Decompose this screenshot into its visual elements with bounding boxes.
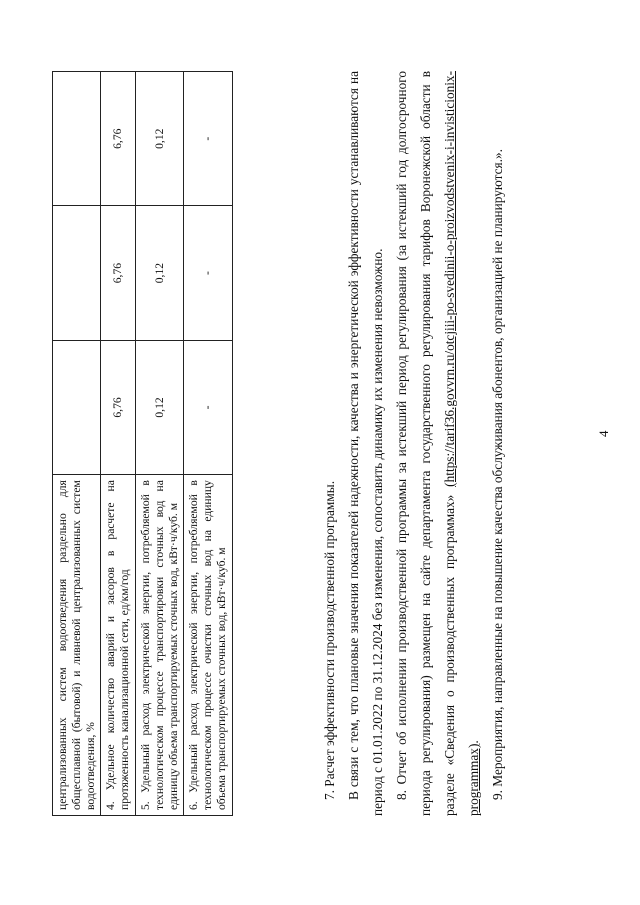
page-number: 4 (596, 430, 611, 437)
indicator-description: 6. Удельный расход электрической энергии, потребляемой в технологическом процессе очистки сточных вод на единицу объема транспортируемых сточных вод, кВт·ч/куб. м (184, 475, 232, 816)
indicator-value (53, 206, 101, 340)
indicators-table (52, 71, 233, 816)
indicator-description: 5. Удельный расход электрической энергии, потребляемой в технологическом процессе транспортировки сточных вод на единицу объема транспортируемых сточных вод, кВт·ч/куб. м (135, 475, 183, 816)
indicator-description: 4. Удельное количество аварий и засоров в расчете на протяженность канализационной сети, ед/км/год (101, 475, 136, 816)
indicator-value (53, 72, 101, 206)
table-row (135, 72, 183, 816)
indicator-value: - (184, 72, 232, 206)
section-9-paragraph: 9. Мероприятия, направленные на повышение качества обслуживания абонентов, организацией не планируются.». (490, 149, 505, 800)
body-text (318, 71, 510, 816)
table-row (101, 72, 136, 816)
section-8-tail: . (466, 740, 481, 744)
table-row (184, 72, 232, 816)
tariff-website-link[interactable]: (https://tarif36.govvrn.ru/otcjiii-po-svedinii-o-proizvodstvenix-i-invisticionix-programmax) (442, 70, 481, 816)
indicator-description: централизованных систем водоотведения раздельно для общесплавной (бытовой) и ливневой централизованных систем водоотведения, % (53, 475, 101, 816)
table-row (53, 72, 101, 816)
indicator-value (53, 340, 101, 474)
indicator-value: 6,76 (101, 72, 136, 206)
indicator-value: 0,12 (135, 206, 183, 340)
indicator-value: 6,76 (101, 340, 136, 474)
indicator-value: 6,76 (101, 206, 136, 340)
indicator-value: - (184, 206, 232, 340)
indicator-value: 0,12 (135, 340, 183, 474)
indicator-value: - (184, 340, 232, 474)
section-8-paragraph (390, 71, 486, 816)
section-7-paragraph: В связи с тем, что плановые значения показателей надежности, качества и энергетической эффективности устанавливаются на период с 01.01.2022 по 31.12.2024 без изменения, сопоставить динамику их изменения невозможно. (346, 71, 385, 816)
section-8-text: 8. Отчет об исполнении производственной программы за истекший период регулирования (за истекший год долгосрочного периода регулирования) размещен на сайте департамента государственного регулирования тарифов Воронежской области в разделе «Сведения о производственных программах» (394, 71, 457, 816)
section-7-heading: 7. Расчет эффективности производственной программы. (322, 480, 337, 800)
indicator-value: 0,12 (135, 72, 183, 206)
